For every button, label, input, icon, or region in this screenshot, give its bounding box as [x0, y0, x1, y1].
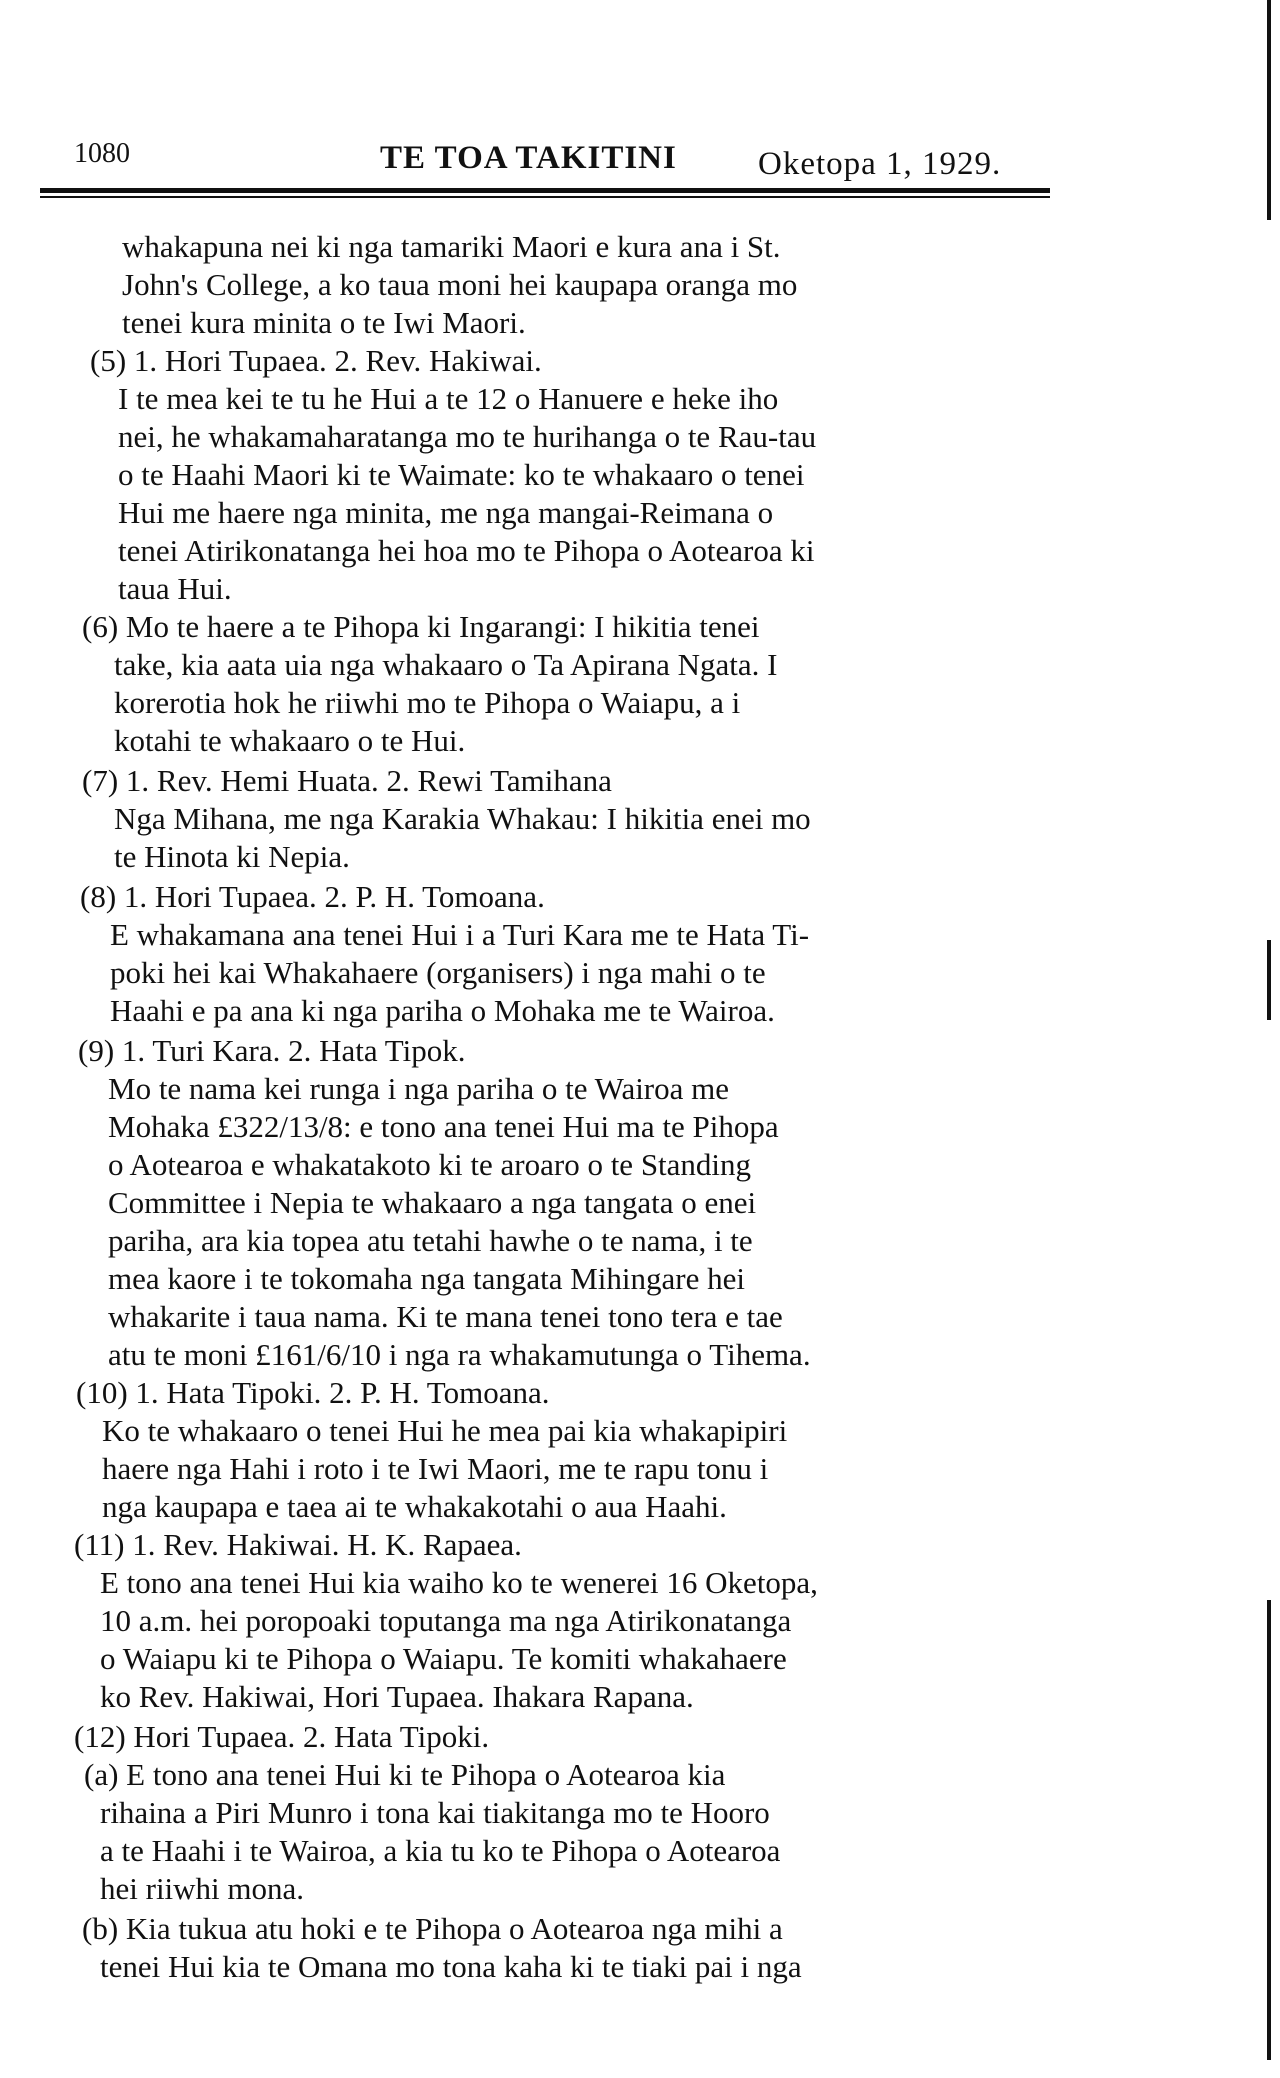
header-rule-thick	[40, 188, 1050, 193]
text-line: (6) Mo te haere a te Pihopa ki Ingarangi: I hikitia tenei	[82, 609, 760, 644]
text-line: tenei kura minita o te Iwi Maori.	[122, 305, 526, 340]
text-line: a te Haahi i te Wairoa, a kia tu ko te Pihopa o Aotearoa	[100, 1833, 781, 1868]
text-line: 10 a.m. hei poropoaki toputanga ma nga Atirikonatanga	[100, 1603, 792, 1638]
page-header	[40, 128, 1050, 198]
text-line: (9) 1. Turi Kara. 2. Hata Tipok.	[78, 1033, 466, 1068]
text-line: (5) 1. Hori Tupaea. 2. Rev. Hakiwai.	[90, 343, 542, 378]
text-line: John's College, a ko taua moni hei kaupapa oranga mo	[122, 267, 798, 302]
text-line: tenei Hui kia te Omana mo tona kaha ki te tiaki pai i nga	[100, 1949, 802, 1984]
scan-edge-mark	[1267, 1600, 1271, 2060]
text-line: te Hinota ki Nepia.	[114, 839, 350, 874]
text-line: hei riiwhi mona.	[100, 1871, 305, 1906]
text-line: kotahi te whakaaro o te Hui.	[114, 723, 466, 758]
text-line: Nga Mihana, me nga Karakia Whakau: I hikitia enei mo	[114, 801, 811, 836]
text-line: pariha, ara kia topea atu tetahi hawhe o te nama, i te	[108, 1223, 753, 1258]
text-line: ko Rev. Hakiwai, Hori Tupaea. Ihakara Rapana.	[100, 1679, 694, 1714]
text-line: taua Hui.	[118, 571, 232, 606]
text-line: Ko te whakaaro o tenei Hui he mea pai kia whakapipiri	[102, 1413, 788, 1448]
text-line: atu te moni £161/6/10 i nga ra whakamutunga o Tihema.	[108, 1337, 811, 1372]
text-line: E whakamana ana tenei Hui i a Turi Kara me te Hata Ti-	[110, 917, 810, 952]
issue-date: Oketopa 1, 1929.	[758, 146, 1002, 182]
text-line: (11) 1. Rev. Hakiwai. H. K. Rapaea.	[74, 1527, 522, 1562]
text-line: tenei Atirikonatanga hei hoa mo te Pihopa o Aotearoa ki	[118, 533, 815, 568]
scan-edge-mark	[1267, 940, 1271, 1020]
text-line: (7) 1. Rev. Hemi Huata. 2. Rewi Tamihana	[82, 763, 612, 798]
text-line: o Aotearoa e whakatakoto ki te aroaro o te Standing	[108, 1147, 752, 1182]
text-line: nei, he whakamaharatanga mo te hurihanga o te Rau-tau	[118, 419, 817, 454]
text-line: (a) E tono ana tenei Hui ki te Pihopa o Aotearoa kia	[84, 1757, 726, 1792]
text-line: whakarite i taua nama. Ki te mana tenei tono tera e tae	[108, 1299, 783, 1334]
text-line: I te mea kei te tu he Hui a te 12 o Hanuere e heke iho	[118, 381, 779, 416]
page-number: 1080	[74, 138, 130, 169]
text-line: (10) 1. Hata Tipoki. 2. P. H. Tomoana.	[76, 1375, 550, 1410]
scan-edge-mark	[1267, 0, 1271, 220]
text-line: Hui me haere nga minita, me nga mangai-Reimana o	[118, 495, 774, 530]
text-line: Committee i Nepia te whakaaro a nga tangata o enei	[108, 1185, 757, 1220]
text-line: nga kaupapa e taea ai te whakakotahi o aua Haahi.	[102, 1489, 727, 1524]
text-line: mea kaore i te tokomaha nga tangata Mihingare hei	[108, 1261, 745, 1296]
text-line: Mo te nama kei runga i nga pariha o te Wairoa me	[108, 1071, 730, 1106]
journal-title: TE TOA TAKITINI	[380, 140, 677, 176]
text-line: poki hei kai Whakahaere (organisers) i nga mahi o te	[110, 955, 766, 990]
text-line: o te Haahi Maori ki te Waimate: ko te whakaaro o tenei	[118, 457, 805, 492]
text-line: haere nga Hahi i roto i te Iwi Maori, me te rapu tonu i	[102, 1451, 769, 1486]
text-line: (8) 1. Hori Tupaea. 2. P. H. Tomoana.	[80, 879, 545, 914]
text-line: o Waiapu ki te Pihopa o Waiapu. Te komiti whakahaere	[100, 1641, 787, 1676]
text-line: E tono ana tenei Hui kia waiho ko te wenerei 16 Oketopa,	[100, 1565, 818, 1600]
text-line: take, kia aata uia nga whakaaro o Ta Apirana Ngata. I	[114, 647, 778, 682]
text-line: korerotia hok he riiwhi mo te Pihopa o Waiapu, a i	[114, 685, 741, 720]
text-line: whakapuna nei ki nga tamariki Maori e kura ana i St.	[122, 229, 781, 264]
text-line: rihaina a Piri Munro i tona kai tiakitanga mo te Hooro	[100, 1795, 770, 1830]
text-line: (12) Hori Tupaea. 2. Hata Tipoki.	[74, 1719, 490, 1754]
text-line: (b) Kia tukua atu hoki e te Pihopa o Aotearoa nga mihi a	[82, 1911, 783, 1946]
header-rule-thin	[40, 196, 1050, 198]
text-line: Haahi e pa ana ki nga pariha o Mohaka me te Wairoa.	[110, 993, 775, 1028]
text-line: Mohaka £322/13/8: e tono ana tenei Hui ma te Pihopa	[108, 1109, 779, 1144]
